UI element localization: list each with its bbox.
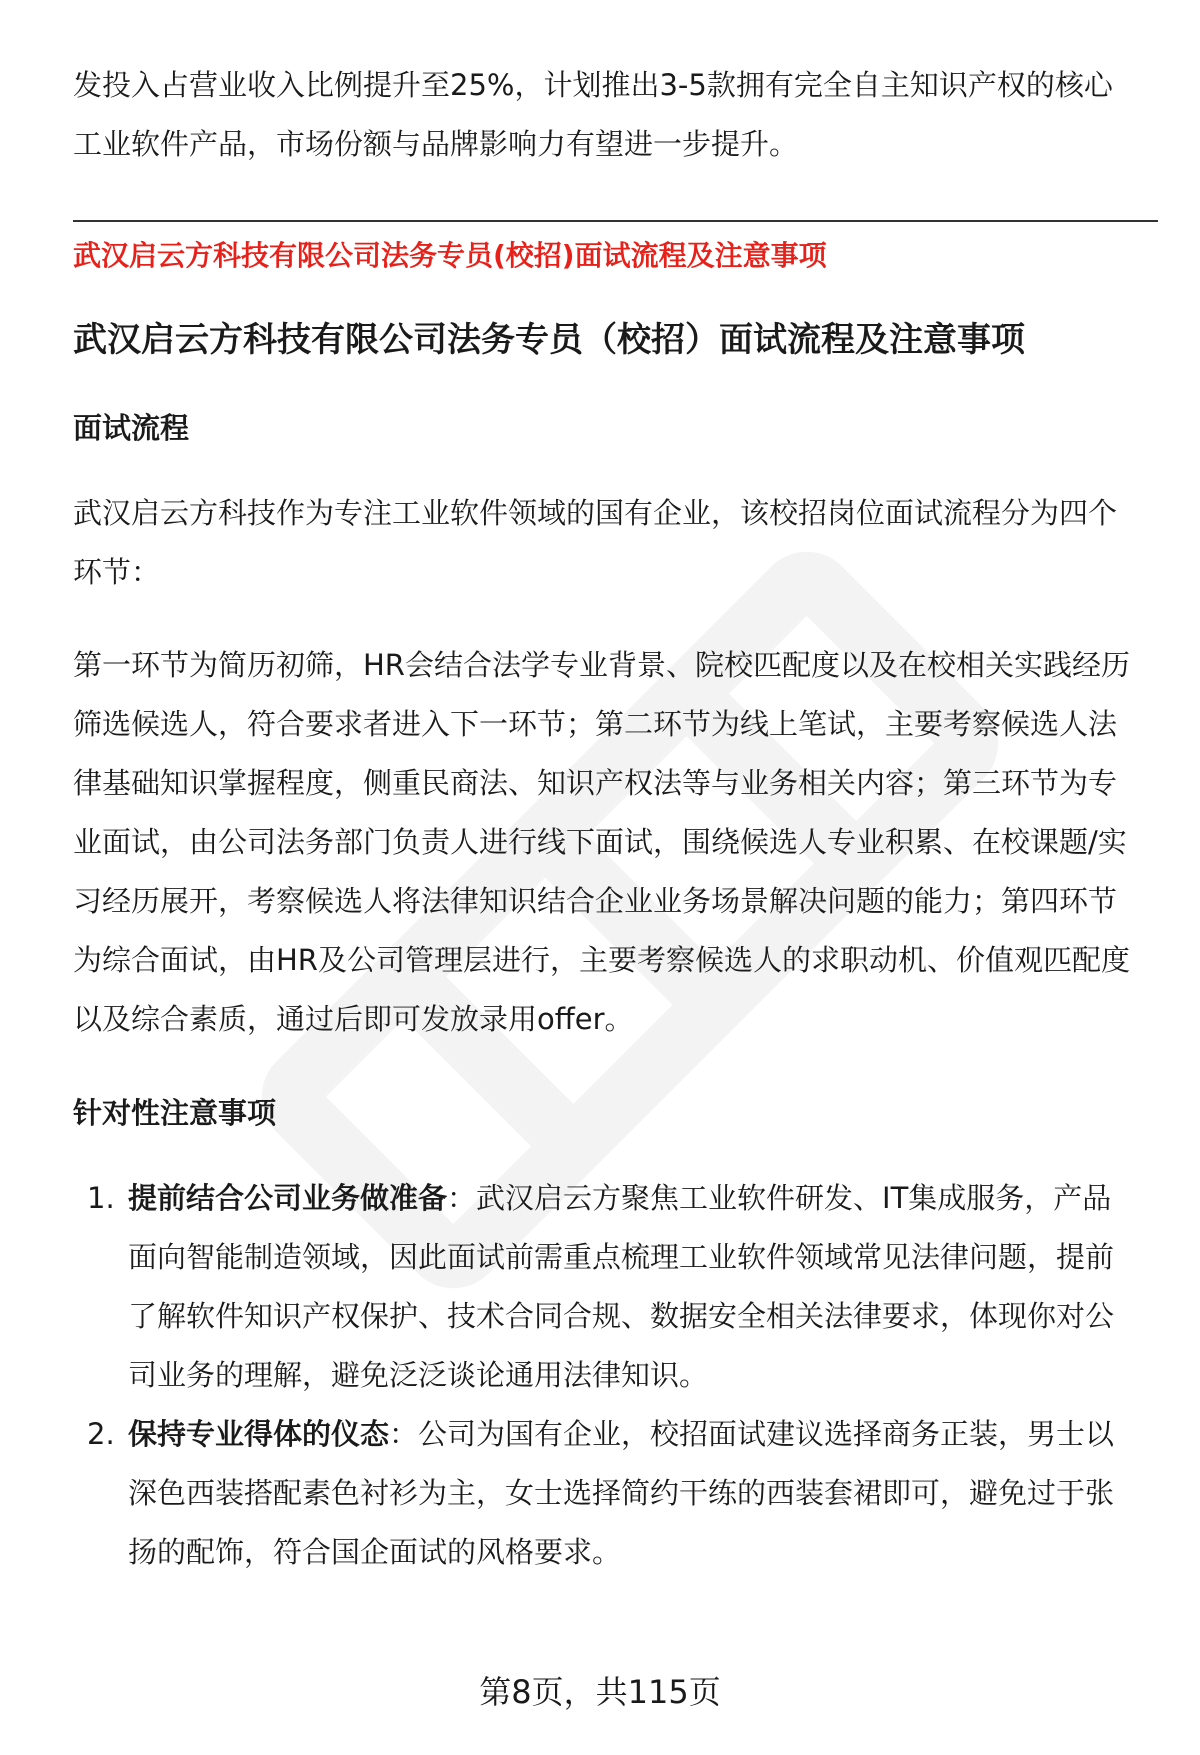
- horizontal-divider: [73, 220, 1158, 222]
- notes-list: [73, 1169, 1135, 1582]
- intro-paragraph: 发投入占营业收入比例提升至25%，计划推出3-5款拥有完全自主知识产权的核心工业软件产品，市场份额与品牌影响力有望进一步提升。: [73, 68, 1113, 161]
- list-item-number: 1.: [87, 1181, 115, 1215]
- list-item: [73, 1169, 1135, 1405]
- red-title: 武汉启云方科技有限公司法务专员(校招)面试流程及注意事项: [73, 239, 827, 272]
- document-title: 武汉启云方科技有限公司法务专员（校招）面试流程及注意事项: [73, 320, 1025, 360]
- list-item-bold-lead: 提前结合公司业务做准备: [128, 1181, 448, 1215]
- process-intro-paragraph: 武汉启云方科技作为专注工业软件领域的国有企业，该校招岗位面试流程分为四个环节：: [73, 496, 1118, 589]
- list-item-bold-lead: 保持专业得体的仪态: [128, 1417, 390, 1451]
- section-heading-notes: 针对性注意事项: [73, 1096, 277, 1130]
- list-item: [73, 1405, 1135, 1582]
- page-number-footer: 第8页，共115页: [479, 1673, 721, 1711]
- section-heading-process: 面试流程: [73, 411, 190, 445]
- content-area: [73, 56, 1135, 1582]
- list-item-text: ：武汉启云方聚焦工业软件研发、IT集成服务，产品面向智能制造领域，因此面试前需重点梳理工业软件领域常见法律问题，提前了解软件知识产权保护、技术合同合规、数据安全相关法律要求，体现你对公司业务的理解，避免泛泛谈论通用法律知识。: [128, 1181, 1115, 1392]
- process-detail-paragraph: 第一环节为简历初筛，HR会结合法学专业背景、院校匹配度以及在校相关实践经历筛选候选人，符合要求者进入下一环节；第二环节为线上笔试，主要考察候选人法律基础知识掌握程度，侧重民商法、知识产权法等与业务相关内容；第三环节为专业面试，由公司法务部门负责人进行线下面试，围绕候选人专业积累、在校课题/实习经历展开，考察候选人将法律知识结合企业业务场景解决问题的能力；第四环节为综合面试，由HR及公司管理层进行，主要考察候选人的求职动机、价值观匹配度以及综合素质，通过后即可发放录用offer。: [73, 648, 1130, 1036]
- list-item-text: ：公司为国有企业，校招面试建议选择商务正装，男士以深色西装搭配素色衬衫为主，女士选择简约干练的西装套裙即可，避免过于张扬的配饰，符合国企面试的风格要求。: [128, 1417, 1115, 1569]
- list-item-number: 2.: [87, 1417, 115, 1451]
